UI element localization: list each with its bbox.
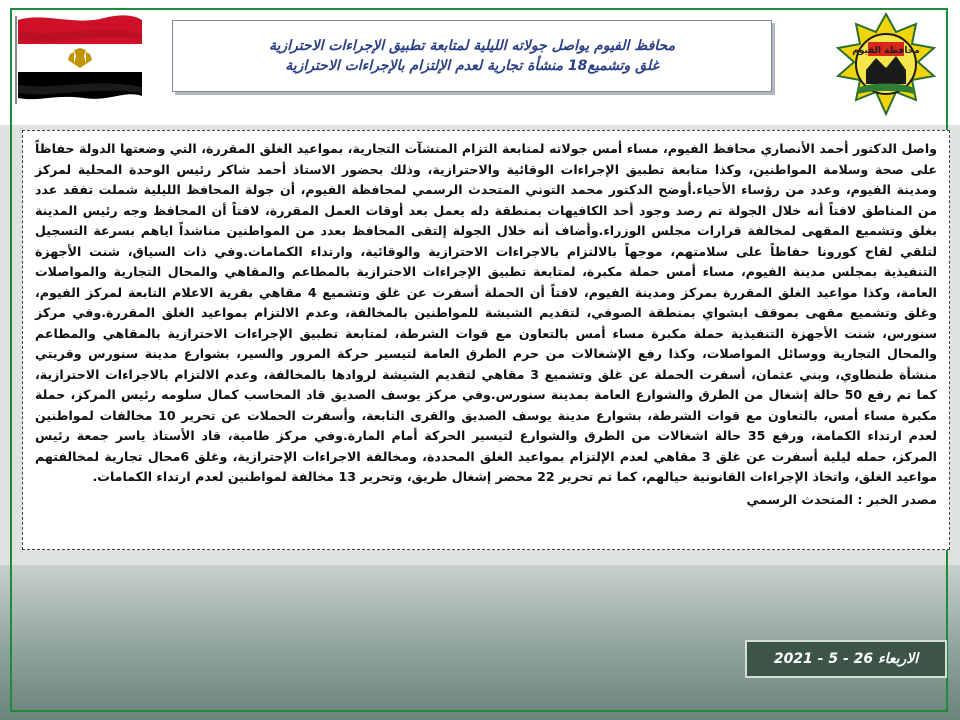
logo-text: محافظة الفيوم [852, 46, 920, 56]
news-source: مصدر الخبر : المتحدث الرسمي [746, 491, 937, 507]
article-body-box [22, 130, 950, 550]
article-text: واصل الدكتور أحمد الأنصاري محافظ الفيوم، مساء أمس جولاته لمتابعة التزام المنشآت التجارية، بمواعيد الغلق المقررة، التي وضعتها الدولة حفاظاً على صحة وسلامة المواطنين، وكذا متابعة تطبيق الإجراءات الوقائية والاحترازية، وذلك بحضور الاستاذ أحمد شاكر رئيس الوحدة المحلية لمركز ومدينة الفيوم، وعدد من رؤساء الأحياء.أوضح الدكتور محمد التوني المتحدث الرسمي لمحافظة الفيوم، أن جولة المحافظ الليلية شملت تفقد عدد من المناطق لافتاً أنه خلال الجولة تم رصد وجود أحد الكافيهات بمنطقة دله يعمل بعد أوقات العمل المقررة، لافتاً أن المحافظ وجه رئيس المدينة بغلق وتشميع المقهى لمخالفة قرارات مجلس الوزراء.وأضاف أنه خلال الجولة إلتقى المحافظ بعدد من المواطنين مناشداً اياهم بسرعة التسجيل لتلقي لقاح كورونا حفاظاً على سلامتهم، موجهاً بالالتزام بالاجراءات الاحترازية والوقائية، وارتداء الكمامات.وفي ذات السياق، شنت الأجهزة التنفيذية بمجلس مدينة الفيوم، مساء أمس حملة مكبرة، لمتابعة تطبيق الإجراءات الاحترازية بالمطاعم والمقاهي والمحال التجارية والمواصلات العامة، وكذا مواعيد الغلق المقررة بمركز ومدينة الفيوم، لافتاً أن الحملة أسفرت عن غلق وتشميع 4 مقاهي بقرية الاعلام التابعة لمركز الفيوم، وغلق وتشميع مقهى بموقف ابشواي بمنطقة الصوفي، لتقديم الشيشة للمواطنين بالمخالفة، وعدم الالتزام بمواعيد الغلق المقررة.وفي مركز سنورس، شنت الأجهزة التنفيذية حملة مكبرة مساء أمس بالتعاون مع قوات الشرطة، لمتابعة تطبيق الإجراءات الاحترازية بالمقاهي والمطاعم والمحال التجارية ووسائل المواصلات، وكذا رفع الإشغالات من حرم الطرق العامة لتيسير حركة المرور والسير، بشوارع مدينة سنورس وقريتي منشأة طنطاوي، وبني عثمان، أسفرت الحملة عن غلق وتشميع 3 مقاهي لتقديم الشيشة لروادها بالمخالفة، وعدم الالتزام بالاجراءات الاحترازية، كما تم رفع 50 حالة إشغال من الطرق والشوارع العامة بمدينة سنورس.وفي مركز يوسف الصديق قاد المحاسب كمال سلومه رئيس المركز، حملة مكبرة مساء أمس، بالتعاون مع قوات الشرطة، بشوارع مدينة يوسف الصديق والقرى التابعة، وأسفرت الحملات عن تحرير 10 مخالفات لمواطنين لعدم ارتداء الكمامة، ورفع 35 حالة اشغالات من الطرق والشوارع لتيسير الحركة أمام المارة.وفي مركز طامية، قاد الأستاذ ياسر جمعة رئيس المركز، حمله ليلية أسفرت عن غلق 3 مقاهي لعدم الإلتزام بمواعيد الغلق المحددة، ومخالفة الاجراءات الإحترازية، وغلق 6محال تجارية لمخالفتهم مواعيد الغلق، واتخاذ الإجراءات القانونية حيالهم، كما تم تحرير 22 محضر إشغال طريق، وتحرير 13 مخالفة لمواطنين لعدم ارتداء الكمامات. [35, 141, 938, 484]
news-headline-box [172, 20, 772, 92]
headline-line-1: محافظ الفيوم يواصل جولاته الليلية لمتابعة تطبيق الإجراءات الاحترازية [268, 38, 676, 54]
date-badge [745, 640, 947, 678]
fayoum-governorate-logo [830, 10, 942, 118]
headline-line-2: غلق وتشميع18 منشأة تجارية لعدم الإلتزام بالإجراءات الاحترازية [285, 58, 659, 74]
date-text: الاربعاء 26 - 5 - 2021 [773, 651, 919, 667]
egypt-flag-icon [14, 10, 146, 106]
